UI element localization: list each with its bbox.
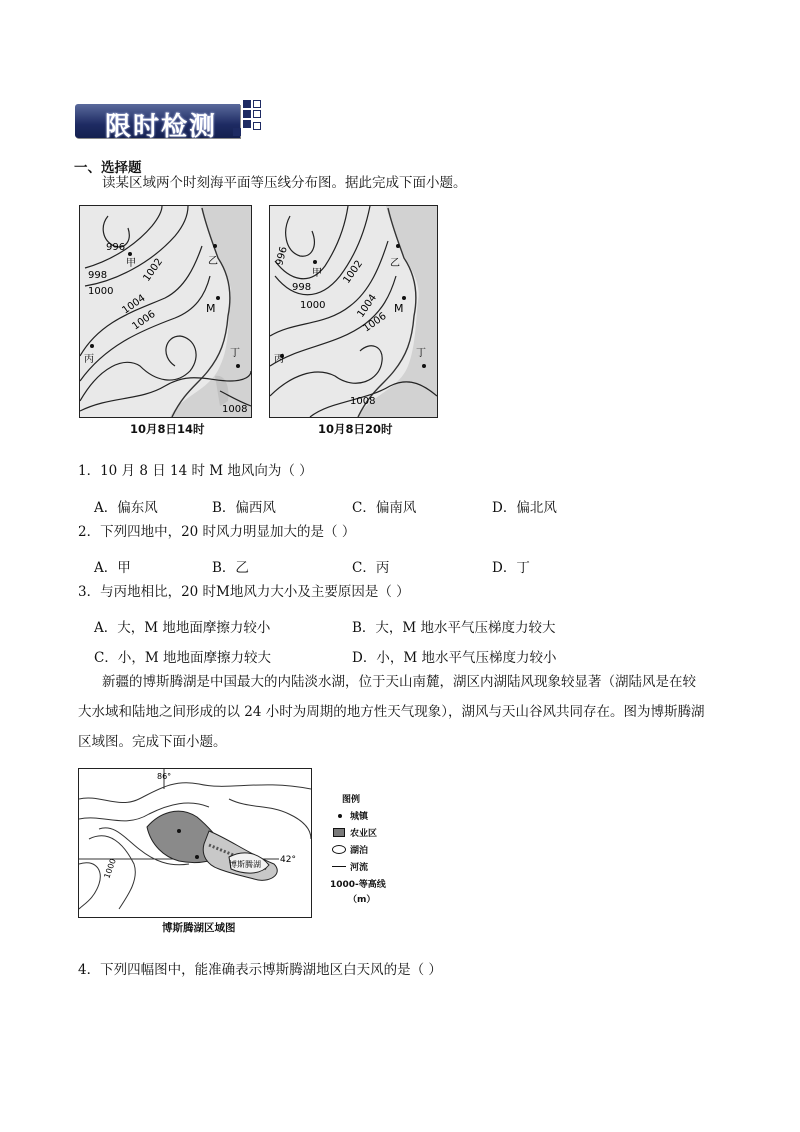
question-2-option-b: B．乙: [212, 560, 249, 576]
question-3-option-a: A．大，M 地地面摩擦力较小: [94, 620, 271, 636]
label-1008: 1008: [222, 404, 248, 415]
lake-swatch-icon: [332, 845, 346, 854]
legend-item-town: 城镇: [330, 809, 400, 826]
question-2-option-d: D．丁: [492, 560, 530, 576]
question-1-option-a: A．偏东风: [94, 500, 158, 516]
question-4-stem: 4．下列四幅图中，能准确表示博斯腾湖地区白天风的是（ ）: [78, 962, 442, 978]
legend-title: 图例: [342, 795, 361, 805]
label-1006: 1006: [130, 308, 158, 333]
bosten-lake-map: [78, 768, 312, 918]
legend-unit: （m）: [348, 895, 376, 905]
label-1002: 1002: [141, 256, 166, 284]
label-1002: 1002: [341, 258, 366, 286]
lat-label: 42°: [280, 855, 296, 865]
contour-label: 1000: [102, 857, 118, 880]
label-998: 998: [88, 270, 108, 281]
label-ding: 丁: [230, 348, 240, 359]
label-998: 998: [292, 282, 312, 293]
banner-title: 限时检测: [105, 112, 218, 142]
label-yi: 乙: [208, 256, 218, 267]
lake-map-legend: [330, 792, 400, 906]
isobar-map-svg-1400: [80, 206, 251, 417]
isobar-map-1400: [79, 205, 252, 418]
label-1004: 1004: [120, 292, 148, 317]
label-m: M: [394, 302, 404, 315]
legend-item-lake: 湖泊: [330, 843, 400, 860]
town-dot-icon: [338, 814, 342, 818]
label-m: M: [206, 302, 216, 315]
label-1008: 1008: [350, 396, 376, 407]
label-ding: 丁: [416, 348, 426, 359]
intro-text-2-line-2: 大水域和陆地之间形成的以 24 小时为周期的地方性天气现象），湖风与天山谷风共同存在。图为博斯腾湖: [78, 704, 705, 720]
label-bing: 丙: [84, 354, 94, 365]
lake-map-caption: 博斯腾湖区域图: [162, 922, 236, 934]
question-1-option-b: B．偏西风: [212, 500, 276, 516]
question-1-option-c: C．偏南风: [352, 500, 417, 516]
legend-item-farm: 农业区: [330, 826, 400, 843]
bosten-lake-map-svg: [79, 769, 311, 917]
section-title: 一、选择题: [74, 160, 142, 176]
legend-item-river: 河流: [330, 860, 400, 877]
question-3-stem: 3．与丙地相比，20 时M地风力大小及主要原因是（ ）: [78, 584, 410, 600]
label-996: 996: [106, 242, 126, 253]
question-1-stem: 1．10 月 8 日 14 时 M 地风向为（ ）: [78, 463, 313, 479]
isobar-map-2000: [269, 205, 438, 418]
label-jia: 甲: [312, 268, 322, 279]
question-2-stem: 2．下列四地中，20 时风力明显加大的是（ ）: [78, 524, 356, 540]
label-996: 996: [274, 245, 290, 267]
label-1000: 1000: [88, 286, 114, 297]
lake-label: 博斯腾湖: [229, 860, 261, 869]
label-bing: 丙: [274, 354, 284, 365]
label-jia: 甲: [126, 258, 136, 269]
river-line-icon: [332, 866, 346, 867]
label-1006: 1006: [361, 310, 389, 335]
isobar-map-svg-2000: [270, 206, 437, 417]
map-caption-2000: 10月8日20时: [318, 422, 393, 436]
question-2-option-c: C．丙: [352, 560, 390, 576]
map-caption-1400: 10月8日14时: [130, 422, 205, 436]
label-1000: 1000: [300, 300, 326, 311]
question-3-option-d: D．小，M 地水平气压梯度力较小: [352, 650, 557, 666]
legend-item-contour: 1000-等高线: [330, 880, 386, 890]
question-3-option-b: B．大，M 地水平气压梯度力较大: [352, 620, 556, 636]
lon-label: 86°: [157, 772, 172, 781]
intro-text-2-line-3: 区域图。完成下面小题。: [78, 734, 227, 750]
farm-swatch-icon: [333, 828, 345, 837]
question-2-option-a: A．甲: [94, 560, 131, 576]
intro-text-2-line-1: 新疆的博斯腾湖是中国最大的内陆淡水湖，位于天山南麓，湖区内湖陆风现象较显著（湖陆风是在较: [102, 674, 696, 690]
question-1-option-d: D．偏北风: [492, 500, 557, 516]
intro-text-1: 读某区域两个时刻海平面等压线分布图。据此完成下面小题。: [102, 175, 467, 191]
label-yi: 乙: [390, 258, 400, 269]
section-banner: [75, 100, 260, 140]
label-1004: 1004: [355, 292, 380, 320]
question-3-option-c: C．小，M 地地面摩擦力较大: [94, 650, 271, 666]
